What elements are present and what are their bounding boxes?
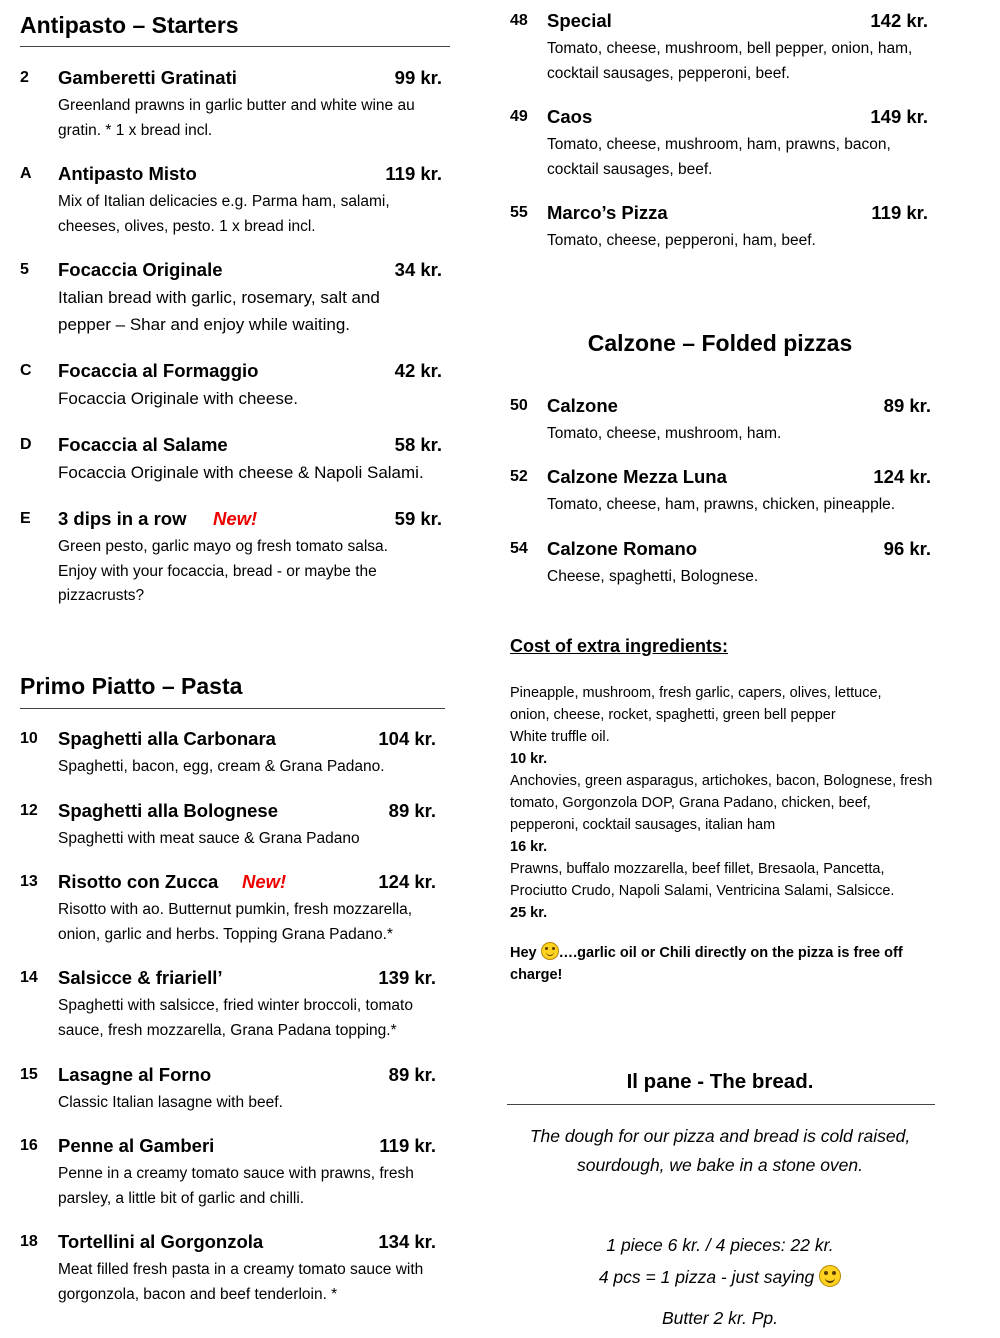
extras-price: 10 kr. [510, 751, 548, 767]
description-line: Greenland prawns in garlic butter and white wine au [58, 97, 415, 114]
item-description [58, 1162, 414, 1211]
item-description [547, 133, 891, 182]
description-line: Risotto with ao. Butternut pumkin, fresh mozzarella, [58, 901, 413, 918]
description-line: Green pesto, garlic mayo og fresh tomato salsa. [58, 538, 388, 555]
description-line: Tomato, cheese, mushroom, ham. [547, 425, 782, 442]
description-line: Enjoy with your focaccia, bread - or maybe the [58, 562, 377, 580]
item-price: 104 kr. [378, 728, 436, 749]
description-line: Tomato, cheese, ham, prawns, chicken, pineapple. [547, 496, 896, 513]
new-badge: New! [242, 871, 287, 892]
item-description [547, 493, 895, 518]
bread-description [510, 1122, 930, 1180]
description-line: cocktail sausages, pepperoni, beef. [547, 64, 790, 82]
item-price: 99 kr. [394, 67, 442, 88]
extras-line: White truffle oil. [510, 729, 610, 745]
description-line: pizzacrusts? [58, 587, 145, 604]
item-description [58, 827, 360, 852]
item-description [547, 565, 758, 590]
item-price: 34 kr. [394, 259, 442, 280]
item-price: 149 kr. [870, 106, 928, 127]
description-line: gratin. * 1 x bread incl. [58, 121, 213, 139]
item-description [58, 1258, 423, 1307]
item-name: Focaccia al Salame [58, 434, 228, 455]
bread-prices [510, 1229, 930, 1293]
item-name: Spaghetti alla Bolognese [58, 800, 278, 821]
item-number: 14 [20, 969, 38, 986]
item-description [58, 994, 413, 1043]
item-name: Special [547, 10, 612, 31]
item-number: 50 [510, 397, 528, 414]
description-line: Spaghetti with meat sauce & Grana Padano [58, 830, 360, 847]
new-badge: New! [213, 508, 258, 529]
description-line: Tomato, cheese, mushroom, bell pepper, onion, ham, [547, 40, 913, 57]
item-name: Spaghetti alla Carbonara [58, 728, 276, 749]
item-number: D [20, 436, 32, 453]
extras-line: Anchovies, green asparagus, artichokes, bacon, Bolognese, fresh [510, 773, 933, 789]
section-title-calzone: Calzone – Folded pizzas [587, 330, 853, 356]
description-line: parsley, a little bit of garlic and chilli. [58, 1189, 305, 1207]
item-number: 5 [20, 261, 29, 278]
extras-line: onion, cheese, rocket, spaghetti, green bell pepper [510, 707, 836, 723]
description-line: gorgonzola, bacon and beef tenderloin. * [58, 1285, 338, 1303]
item-number: 10 [20, 730, 38, 747]
item-name: 3 dips in a row [58, 508, 187, 529]
item-price: 124 kr. [378, 871, 436, 892]
note-text-line2: charge! [510, 967, 563, 983]
extras-list [510, 682, 935, 924]
item-price: 58 kr. [394, 434, 442, 455]
extras-line: tomato, Gorgonzola DOP, Grana Padano, chicken, beef, [510, 795, 871, 811]
item-description [547, 229, 816, 254]
item-name: Calzone Romano [547, 538, 698, 559]
description-line: sauce, fresh mozzarella, Grana Padana topping.* [58, 1021, 397, 1039]
extras-title: Cost of extra ingredients: [510, 636, 729, 656]
item-number: 49 [510, 108, 528, 125]
bread-price-line1: 1 piece 6 kr. / 4 pieces: 22 kr. [606, 1235, 834, 1255]
item-name: Gamberetti Gratinati [58, 67, 237, 88]
item-price: 139 kr. [378, 967, 436, 988]
item-name: Focaccia al Formaggio [58, 360, 259, 381]
extras-line: Prociutto Crudo, Napoli Salami, Ventricina Salami, Salsicce. [510, 883, 895, 899]
description-line: Tomato, cheese, mushroom, ham, prawns, bacon, [547, 136, 891, 153]
divider [507, 1104, 935, 1105]
item-name: Tortellini al Gorgonzola [58, 1231, 264, 1252]
item-price: 124 kr. [873, 466, 931, 487]
item-price: 142 kr. [870, 10, 928, 31]
description-line: pepper – Shar and enjoy while waiting. [58, 315, 351, 334]
description-line: Focaccia Originale with cheese & Napoli Salami. [58, 463, 424, 482]
item-description [58, 284, 380, 338]
item-name: Caos [547, 106, 593, 127]
item-name: Calzone [547, 395, 618, 416]
divider [20, 46, 450, 47]
item-price: 119 kr. [379, 1135, 436, 1156]
description-line: Tomato, cheese, pepperoni, ham, beef. [547, 232, 816, 249]
item-price: 89 kr. [388, 1064, 436, 1085]
item-description [58, 459, 424, 486]
item-number: A [20, 165, 32, 182]
item-description [58, 755, 385, 780]
divider [20, 708, 445, 709]
item-description [58, 898, 412, 947]
item-name: Marco’s Pizza [547, 202, 668, 223]
item-description [547, 37, 912, 86]
item-number: E [20, 510, 31, 527]
extras-price: 16 kr. [510, 839, 548, 855]
description-line: Spaghetti, bacon, egg, cream & Grana Padano. [58, 758, 385, 775]
extras-line: pepperoni, cocktail sausages, italian ham [510, 817, 776, 833]
item-name: Calzone Mezza Luna [547, 466, 727, 487]
item-number: 48 [510, 12, 528, 29]
item-number: 13 [20, 873, 38, 890]
smiley-icon [819, 1265, 841, 1287]
section-title-pasta: Primo Piatto – Pasta [20, 673, 243, 699]
item-price: 42 kr. [394, 360, 442, 381]
extras-price: 25 kr. [510, 905, 548, 921]
description-line: Mix of Italian delicacies e.g. Parma ham, salami, [58, 193, 390, 210]
item-description [58, 385, 298, 412]
item-price: 89 kr. [883, 395, 931, 416]
item-price: 59 kr. [394, 508, 442, 529]
description-line: Focaccia Originale with cheese. [58, 389, 299, 408]
section-title-antipasto: Antipasto – Starters [20, 12, 239, 38]
item-number: 16 [20, 1137, 38, 1154]
item-price: 89 kr. [388, 800, 436, 821]
description-line: cheeses, olives, pesto. 1 x bread incl. [58, 217, 316, 235]
item-price: 119 kr. [385, 163, 442, 184]
item-name: Antipasto Misto [58, 163, 197, 184]
item-price: 134 kr. [378, 1231, 436, 1252]
description-line: Penne in a creamy tomato sauce with prawns, fresh [58, 1165, 414, 1182]
item-number: C [20, 362, 32, 379]
note-hey: Hey [510, 945, 537, 961]
item-number: 12 [20, 802, 38, 819]
smiley-icon [541, 942, 559, 960]
item-number: 18 [20, 1233, 38, 1250]
item-description [58, 190, 390, 239]
item-number: 54 [510, 540, 528, 557]
item-number: 52 [510, 468, 528, 485]
bread-title: Il pane - The bread. [626, 1070, 814, 1093]
item-number: 2 [20, 69, 29, 86]
item-description [58, 535, 388, 609]
item-number: 55 [510, 204, 528, 221]
description-line: Classic Italian lasagne with beef. [58, 1094, 283, 1111]
item-name: Salsicce & friariell’ [58, 967, 223, 988]
description-line: cocktail sausages, beef. [547, 160, 713, 178]
item-number: 15 [20, 1066, 38, 1083]
description-line: onion, garlic and herbs. Topping Grana Padano.* [58, 925, 393, 943]
bread-desc-line2: sourdough, we bake in a stone oven. [576, 1155, 864, 1175]
item-name: Penne al Gamberi [58, 1135, 215, 1156]
description-line: Meat filled fresh pasta in a creamy tomato sauce with [58, 1261, 424, 1278]
description-line: Italian bread with garlic, rosemary, salt and [58, 288, 380, 307]
extras-line: Pineapple, mushroom, fresh garlic, capers, olives, lettuce, [510, 685, 882, 701]
bread-price-line2: 4 pcs = 1 pizza - just saying [598, 1267, 815, 1287]
butter-price: Butter 2 kr. Pp. [661, 1308, 779, 1328]
description-line: Spaghetti with salsicce, fried winter broccoli, tomato [58, 997, 413, 1014]
extras-line: Prawns, buffalo mozzarella, beef fillet, Bresaola, Pancetta, [510, 861, 885, 877]
item-description [547, 422, 781, 447]
item-description [58, 1091, 283, 1116]
free-note [510, 942, 935, 986]
item-price: 96 kr. [883, 538, 931, 559]
description-line: Cheese, spaghetti, Bolognese. [547, 568, 759, 585]
bread-desc-line1: The dough for our pizza and bread is cold raised, [529, 1126, 911, 1146]
item-name: Risotto con Zucca [58, 871, 219, 892]
item-name: Lasagne al Forno [58, 1064, 212, 1085]
item-description [58, 94, 415, 143]
item-price: 119 kr. [871, 202, 928, 223]
note-text: ….garlic oil or Chili directly on the pizza is free off [558, 945, 903, 961]
item-name: Focaccia Originale [58, 259, 223, 280]
